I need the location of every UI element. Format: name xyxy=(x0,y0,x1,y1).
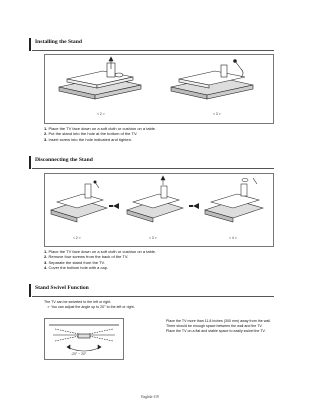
tv-illustration-2 xyxy=(171,60,253,100)
swivel-tips xyxy=(166,319,278,334)
section-marker-bar xyxy=(29,156,31,169)
figure-label: < 3 > xyxy=(213,112,221,116)
section-header xyxy=(32,38,274,51)
swivel-intro-text: The TV can be swiveled to the left or right. xyxy=(44,300,112,304)
tip-item: There should be enough space between the wall and the TV. xyxy=(166,324,263,328)
step-item: 3. Separate the stand from the TV. xyxy=(44,259,105,265)
tv-illustration-remove-1 xyxy=(51,181,107,222)
tip-item: Place the TV on a flat and stable space to easily swivel the TV. xyxy=(166,329,266,333)
step-item: 4. Cover the bottom hole with a cap. xyxy=(44,265,109,271)
note-icon: ➢ xyxy=(47,305,51,309)
note-text: You can adjust the angle up to 20° to the left or right. xyxy=(50,305,135,309)
section-header xyxy=(32,284,274,297)
figure-label: < 2 > xyxy=(97,112,105,116)
arrow-icon xyxy=(189,203,199,209)
section-header xyxy=(32,156,274,169)
disconnecting-stand-figure xyxy=(44,173,274,247)
section-title: Stand Swivel Function xyxy=(35,285,89,291)
section-title: Disconnecting the Stand xyxy=(35,157,93,163)
section-title: Installing the Stand xyxy=(35,39,82,45)
angle-label: -20° ~ 20° xyxy=(71,352,87,356)
tip-item: Place the TV more than 11.8 inches (300 mm) away from the wall. xyxy=(166,319,271,323)
swivel-intro xyxy=(44,300,135,310)
section-marker-bar xyxy=(29,284,31,297)
section-disconnecting-stand xyxy=(32,156,274,169)
disconnecting-steps xyxy=(44,249,156,271)
swivel-figure xyxy=(44,318,124,360)
tv-illustration-remove-2 xyxy=(127,176,183,222)
step-item: 1. Place the TV face down on a soft cloth or cushion on a table. xyxy=(44,249,157,254)
figure-label: < 4 > xyxy=(229,236,237,240)
tv-top-view-illustration xyxy=(49,325,119,351)
section-stand-swivel xyxy=(32,284,274,297)
section-marker-bar xyxy=(29,38,31,51)
installing-stand-figure xyxy=(44,54,274,124)
step-item: 2. Put the stand into the hole at the bottom of the TV. xyxy=(44,131,138,137)
page-footer: English-119 xyxy=(141,395,159,399)
step-item: 3. Insert screw into the hole indicated and tighten. xyxy=(44,136,133,142)
arrow-icon xyxy=(109,203,119,209)
note-line xyxy=(44,305,135,310)
installing-steps xyxy=(44,126,156,142)
step-item: 2. Remove four screws from the back of the TV. xyxy=(44,254,129,260)
tv-illustration-1 xyxy=(59,57,141,99)
figure-label: < 2 > xyxy=(73,236,81,240)
section-installing-stand xyxy=(32,38,274,51)
tv-illustration-remove-3 xyxy=(205,178,263,222)
step-item: 1. Place the TV face down on a soft cloth or cushion on a table. xyxy=(44,126,157,131)
figure-label: < 3 > xyxy=(149,236,157,240)
